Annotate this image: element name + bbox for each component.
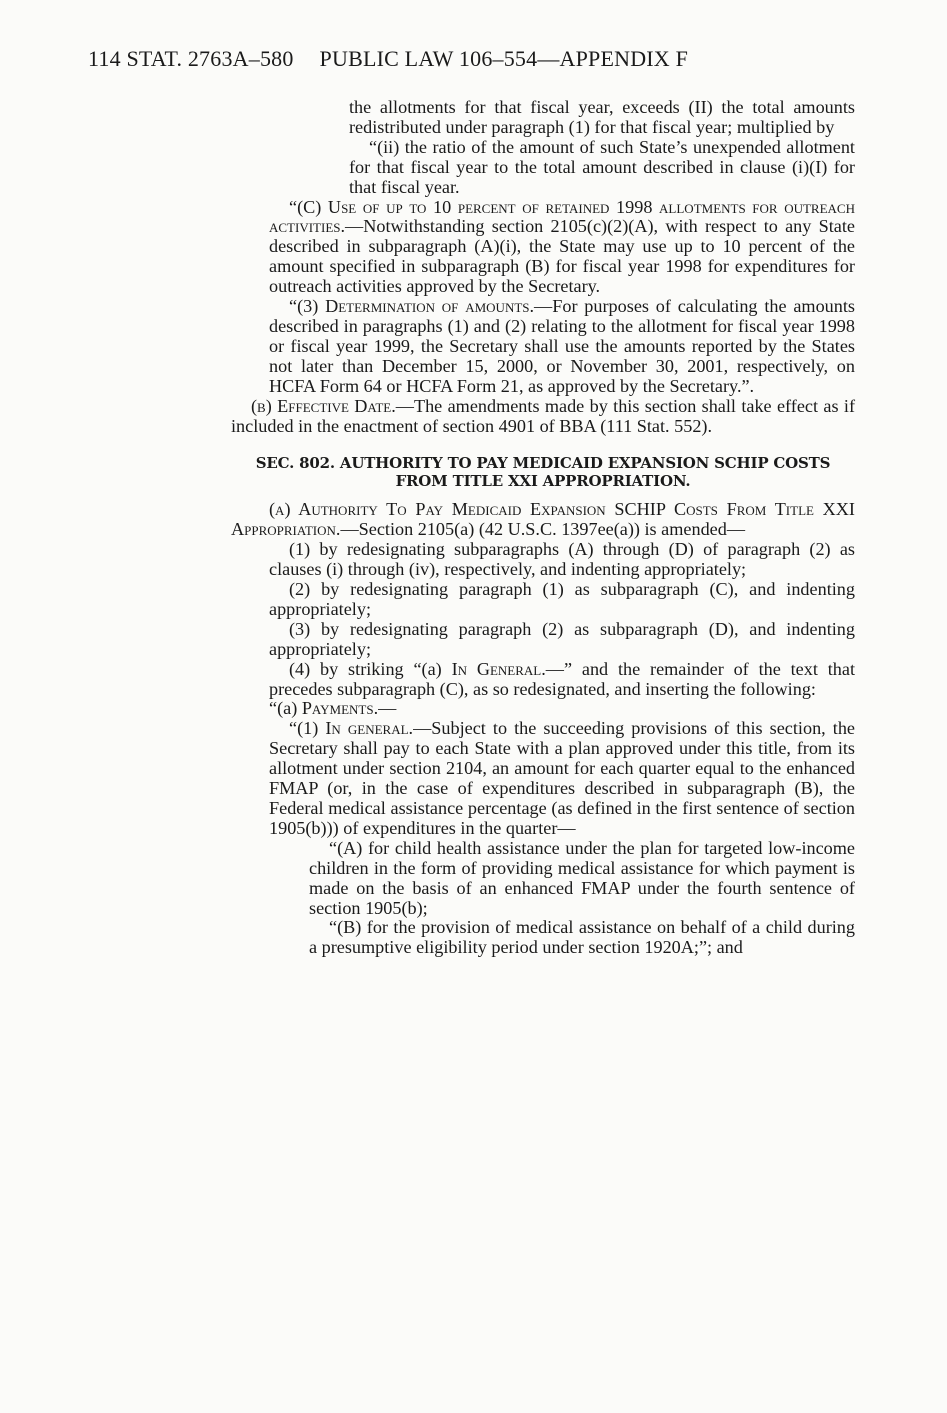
paragraph xyxy=(231,297,855,397)
paragraph-text: —Section 2105(a) (42 U.S.C. 1397ee(a)) is amended— xyxy=(340,519,746,540)
paragraph-text: —Notwithstanding section 2105(c)(2)(A), with respect to any State described in subparagraph (A)(i), the State may use up to 10 percent of the amount specified in subparagraph (B) for fiscal year 1998 for expenditures for outreach activities approved by the Secretary. xyxy=(269,216,855,297)
paragraph: “(ii) the ratio of the amount of such State’s unexpended allotment for that fiscal year to the total amount described in clause (i)(I) for that fiscal year. xyxy=(349,136,855,197)
paragraph: (1) by redesignating subparagraphs (A) through (D) of paragraph (2) as clauses (i) through (iv), respectively, and indenting appropriately; xyxy=(269,539,855,580)
paragraph: “(A) for child health assistance under the plan for targeted low-income children in the form of providing medical assistance for which payment is made on the basis of an enhanced FMAP under the fourth sentence of section 1905(b); xyxy=(309,837,855,918)
page-header xyxy=(88,46,688,72)
paragraph xyxy=(231,198,855,298)
paragraph: (3) by redesignating paragraph (2) as subparagraph (D), and indenting appropriately; xyxy=(269,618,855,659)
paragraph-heading: Payments xyxy=(301,698,374,719)
paragraph: (2) by redesignating paragraph (1) as subparagraph (C), and indenting appropriately; xyxy=(269,579,855,619)
paragraph: the allotments for that fiscal year, exceeds (II) the total amounts redistributed under paragraph (1) for that fiscal year; multiplied by xyxy=(349,97,855,137)
section-heading-line: SEC. 802. AUTHORITY TO PAY MEDICAID EXPANSION SCHIP COSTS xyxy=(255,454,831,473)
paragraph-heading: (b) Effective Date. xyxy=(251,395,396,416)
statute-citation: 114 STAT. 2763A–580 xyxy=(88,46,294,71)
paragraph-text: “(a) xyxy=(269,698,302,719)
paragraph-text: .—Subject to the succeeding provisions of this section, the Secretary shall pay to each State with a plan approved under this title, from its allotment under section 2104, an amount for each quarter equal to the enhanced FMAP (or, in the case of expenditures described in subparagraph (B), the Federal medical assistance percentage (as defined in the first sentence of section 1905(b))) of expenditures in the quarter— xyxy=(269,718,856,838)
paragraph-text: (4) by striking “(a) xyxy=(289,658,452,679)
section-heading-line: FROM TITLE XXI APPROPRIATION. xyxy=(395,472,691,491)
paragraph-heading: In General xyxy=(451,658,542,679)
paragraph xyxy=(231,699,855,719)
paragraph-text: “(1) xyxy=(289,718,326,739)
paragraph-text: —For purposes of calculating the amounts described in paragraphs (1) and (2) relating to the allotment for fiscal year 1998 or fiscal year 1999, the Secretary shall use the amounts reported by the States not later than December 15, 2000, or November 30, 2001, respectively, on HCFA Form 64 or HCFA Form 21, as approved by the Secretary.”. xyxy=(269,296,855,396)
paragraph: “(B) for the provision of medical assistance on behalf of a child during a presumptive eligibility period under section 1920A;”; and xyxy=(309,917,855,958)
paragraph xyxy=(231,719,855,838)
document-body xyxy=(231,98,855,958)
paragraph xyxy=(231,500,855,540)
paragraph-text: .—” and the remainder of the text that precedes subparagraph (C), as so redesignated, and inserting the following: xyxy=(269,658,855,699)
section-heading xyxy=(231,454,855,490)
paragraph-text: —The amendments made by this section shall take effect as if included in the enactment of section 4901 of BBA (111 Stat. 552). xyxy=(231,395,855,436)
law-title: PUBLIC LAW 106–554—APPENDIX F xyxy=(319,46,689,71)
paragraph-heading: “(3) Determination of amounts. xyxy=(289,296,535,317)
paragraph-text: .— xyxy=(373,698,397,719)
paragraph-heading: “(C) Use of up to 10 percent of retained 1998 allotments for outreach activities. xyxy=(269,196,855,237)
paragraph-heading: (a) Authority To Pay Medicaid Expansion SCHIP Costs From Title XXI Appropriation. xyxy=(231,499,855,540)
paragraph-heading: In general xyxy=(325,718,409,739)
paragraph xyxy=(231,397,855,437)
paragraph xyxy=(231,660,855,700)
